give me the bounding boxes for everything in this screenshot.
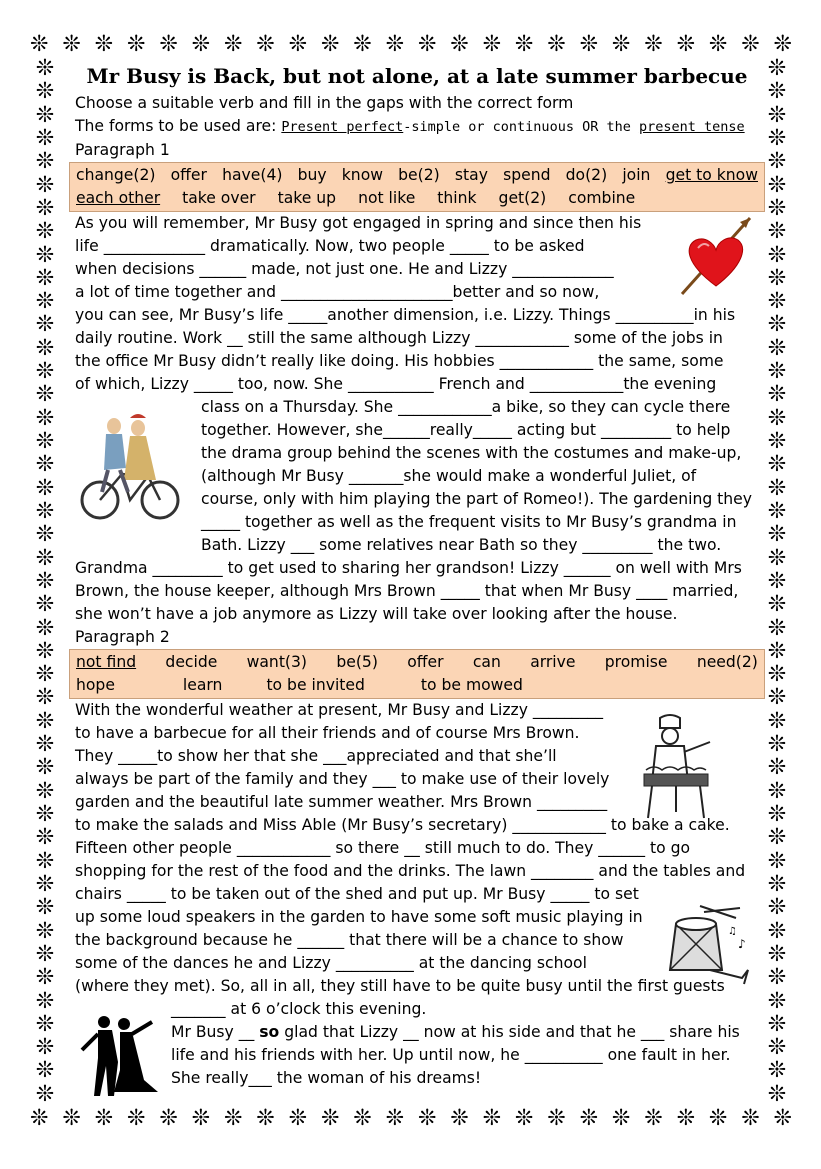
border-star-icon: ❊ bbox=[35, 1011, 55, 1037]
border-star-icon: ❊ bbox=[611, 1106, 631, 1131]
text-line: shopping for the rest of the food and the drinks. The lawn ________ and the tables and bbox=[75, 862, 746, 880]
border-star-icon: ❊ bbox=[191, 1106, 211, 1131]
border-star-icon: ❊ bbox=[767, 708, 787, 734]
word-item: to be mowed bbox=[420, 676, 523, 694]
border-star-icon: ❊ bbox=[767, 125, 787, 151]
border-star-icon: ❊ bbox=[767, 918, 787, 944]
border-star-icon: ❊ bbox=[741, 1106, 760, 1131]
border-star-icon: ❊ bbox=[767, 965, 787, 991]
word-item: each other bbox=[76, 189, 161, 207]
border-star-icon: ❊ bbox=[35, 825, 55, 851]
border-star-icon: ❊ bbox=[256, 32, 275, 57]
border-star-icon: ❊ bbox=[767, 498, 787, 524]
border-star-icon: ❊ bbox=[450, 1106, 469, 1131]
paragraph2-word-row-1 bbox=[76, 651, 758, 674]
border-star-icon: ❊ bbox=[35, 778, 55, 804]
paragraph2-heading: Paragraph 2 bbox=[75, 628, 170, 646]
border-right bbox=[762, 58, 792, 1106]
paragraph1-word-row-1 bbox=[76, 164, 758, 187]
border-star-icon: ❊ bbox=[35, 405, 55, 431]
border-star-icon: ❊ bbox=[385, 1106, 405, 1131]
text-line: Brown, the house keeper, although Mrs Brown _____ that when Mr Busy ____ married, bbox=[75, 582, 739, 600]
text-line: daily routine. Work __ still the same although Lizzy ____________ some of the jobs in bbox=[75, 329, 723, 347]
word-item: not find bbox=[76, 653, 137, 671]
border-star-icon: ❊ bbox=[35, 615, 55, 641]
border-star-icon: ❊ bbox=[320, 1106, 340, 1131]
paragraph1-text bbox=[75, 212, 759, 626]
text-line: life _____________ dramatically. Now, two people _____ to be asked bbox=[75, 237, 585, 255]
word-item: buy bbox=[297, 166, 327, 184]
word-item: offer bbox=[170, 166, 207, 184]
border-star-icon: ❊ bbox=[30, 1106, 49, 1131]
text-line: She really___ the woman of his dreams! bbox=[171, 1069, 482, 1087]
border-star-icon: ❊ bbox=[767, 802, 787, 827]
text-line: the drama group behind the scenes with the costumes and make-up, bbox=[201, 444, 742, 462]
text-line: together. However, she______really_____ acting but _________ to help bbox=[201, 421, 731, 439]
border-star-icon: ❊ bbox=[644, 32, 663, 57]
border-star-icon: ❊ bbox=[385, 32, 405, 57]
paragraph2-word-row-2 bbox=[76, 674, 758, 697]
border-star-icon: ❊ bbox=[35, 195, 55, 221]
text-line: _____ together as well as the frequent visits to Mr Busy’s grandma in bbox=[201, 513, 737, 531]
border-star-icon: ❊ bbox=[159, 1106, 178, 1131]
word-item: hope bbox=[76, 676, 115, 694]
text-line: _______ at 6 o’clock this evening. bbox=[171, 1000, 427, 1018]
svg-text:♫: ♫ bbox=[728, 926, 737, 937]
border-star-icon: ❊ bbox=[35, 685, 55, 711]
border-star-icon: ❊ bbox=[417, 1106, 437, 1131]
border-star-icon: ❊ bbox=[353, 1106, 372, 1131]
border-star-icon: ❊ bbox=[35, 265, 55, 291]
text-line: up some loud speakers in the garden to have some soft music playing in bbox=[75, 908, 643, 926]
border-star-icon: ❊ bbox=[676, 32, 695, 57]
border-star-icon: ❊ bbox=[35, 312, 55, 338]
border-star-icon: ❊ bbox=[767, 102, 787, 128]
paragraph2-text bbox=[75, 699, 759, 1090]
border-star-icon: ❊ bbox=[767, 452, 787, 478]
border-star-icon: ❊ bbox=[767, 732, 787, 758]
word-item: decide bbox=[165, 653, 218, 671]
word-item: get to know bbox=[665, 166, 758, 184]
border-star-icon: ❊ bbox=[35, 592, 55, 618]
border-star-icon: ❊ bbox=[767, 895, 787, 921]
border-star-icon: ❊ bbox=[767, 289, 787, 315]
text-line: the office Mr Busy didn’t really like doing. His hobbies ____________ the same, some bbox=[75, 352, 724, 370]
border-star-icon: ❊ bbox=[450, 32, 469, 57]
text-line: some of the dances he and Lizzy __________ at the dancing school bbox=[75, 954, 587, 972]
text-line: to have a barbecue for all their friends and of course Mrs Brown. bbox=[75, 724, 580, 742]
text-line: class on a Thursday. She ____________a bike, so they can cycle there bbox=[201, 398, 731, 416]
border-star-icon: ❊ bbox=[126, 1106, 146, 1131]
border-star-icon: ❊ bbox=[35, 895, 55, 921]
border-star-icon: ❊ bbox=[35, 382, 55, 408]
word-item: change(2) bbox=[76, 166, 156, 184]
border-star-icon: ❊ bbox=[288, 1106, 308, 1131]
border-star-icon: ❊ bbox=[767, 871, 787, 897]
border-star-icon: ❊ bbox=[159, 32, 178, 57]
border-star-icon: ❊ bbox=[767, 382, 787, 408]
border-star-icon: ❊ bbox=[767, 941, 787, 967]
border-star-icon: ❊ bbox=[767, 1035, 787, 1061]
border-star-icon: ❊ bbox=[35, 498, 55, 524]
border-star-icon: ❊ bbox=[708, 1106, 728, 1131]
border-star-icon: ❊ bbox=[35, 429, 55, 454]
word-item: promise bbox=[604, 653, 668, 671]
word-item: take up bbox=[277, 189, 337, 207]
border-star-icon: ❊ bbox=[767, 568, 787, 594]
word-item: get(2) bbox=[498, 189, 547, 207]
border-star-icon: ❊ bbox=[35, 242, 55, 268]
border-star-icon: ❊ bbox=[611, 32, 631, 57]
border-star-icon: ❊ bbox=[35, 732, 55, 758]
paragraph1-word-row-2 bbox=[76, 187, 758, 210]
final-line-part: glad that Lizzy __ now at his side and that he ___ share his bbox=[279, 1023, 740, 1041]
border-star-icon: ❊ bbox=[35, 172, 55, 198]
word-item: can bbox=[472, 653, 501, 671]
border-star-icon: ❊ bbox=[35, 802, 55, 827]
border-star-icon: ❊ bbox=[767, 755, 787, 781]
present-perfect-label: Present perfect bbox=[281, 119, 404, 135]
border-star-icon: ❊ bbox=[767, 56, 787, 81]
text-line: course, only with him playing the part of Romeo!). The gardening they bbox=[201, 490, 753, 508]
border-star-icon: ❊ bbox=[767, 429, 787, 454]
border-star-icon: ❊ bbox=[767, 475, 787, 501]
paragraph1-heading: Paragraph 1 bbox=[75, 141, 170, 159]
border-star-icon: ❊ bbox=[547, 32, 566, 57]
border-star-icon: ❊ bbox=[767, 662, 787, 688]
text-line: when decisions ______ made, not just one. He and Lizzy _____________ bbox=[75, 260, 614, 278]
text-line: Bath. Lizzy ___ some relatives near Bath so they _________ the two. bbox=[201, 536, 722, 554]
border-star-icon: ❊ bbox=[767, 615, 787, 641]
text-line: garden and the beautiful late summer weather. Mrs Brown _________ bbox=[75, 793, 608, 811]
border-star-icon: ❊ bbox=[126, 32, 146, 57]
border-star-icon: ❊ bbox=[767, 242, 787, 268]
border-star-icon: ❊ bbox=[767, 825, 787, 851]
word-item: learn bbox=[182, 676, 223, 694]
text-line: you can see, Mr Busy’s life _____another dimension, i.e. Lizzy. Things __________in his bbox=[75, 306, 736, 324]
border-star-icon: ❊ bbox=[767, 1011, 787, 1037]
text-line: (where they met). So, all in all, they still have to be quite busy until the first guests bbox=[75, 977, 725, 995]
border-star-icon: ❊ bbox=[35, 359, 55, 385]
border-star-icon: ❊ bbox=[35, 755, 55, 781]
border-star-icon: ❊ bbox=[35, 941, 55, 967]
border-star-icon: ❊ bbox=[353, 32, 372, 57]
paragraph2-word-box bbox=[69, 649, 765, 699]
border-star-icon: ❊ bbox=[30, 32, 49, 57]
word-item: have(4) bbox=[222, 166, 283, 184]
border-star-icon: ❊ bbox=[767, 219, 787, 245]
word-item: to be invited bbox=[266, 676, 365, 694]
word-item: combine bbox=[568, 189, 636, 207]
final-line-part: Mr Busy __ bbox=[171, 1023, 260, 1041]
border-star-icon: ❊ bbox=[191, 32, 211, 57]
border-star-icon: ❊ bbox=[767, 265, 787, 291]
instruction-line-2 bbox=[75, 115, 759, 139]
text-line: always be part of the family and they ___ to make use of their lovely bbox=[75, 770, 610, 788]
border-star-icon: ❊ bbox=[35, 149, 55, 175]
instruction-line-1: Choose a suitable verb and fill in the gaps with the correct form bbox=[75, 94, 574, 112]
text-line: the background because he ______ that there will be a chance to show bbox=[75, 931, 624, 949]
border-star-icon: ❊ bbox=[767, 778, 787, 804]
word-item: stay bbox=[454, 166, 488, 184]
border-top bbox=[30, 32, 792, 58]
border-star-icon: ❊ bbox=[767, 592, 787, 618]
border-star-icon: ❊ bbox=[223, 32, 243, 57]
border-star-icon: ❊ bbox=[35, 545, 55, 571]
text-line: to make the salads and Miss Able (Mr Busy’s secretary) ____________ to bake a cake. bbox=[75, 816, 730, 834]
text-line: As you will remember, Mr Busy got engaged in spring and since then his bbox=[75, 214, 642, 232]
word-item: be(2) bbox=[398, 166, 440, 184]
border-star-icon: ❊ bbox=[35, 102, 55, 128]
border-star-icon: ❊ bbox=[35, 1035, 55, 1061]
present-tense-label: present tense bbox=[638, 119, 745, 135]
border-star-icon: ❊ bbox=[35, 662, 55, 688]
svg-text:♪: ♪ bbox=[738, 937, 746, 951]
border-star-icon: ❊ bbox=[767, 545, 787, 571]
instruction-middle: -simple or continuous OR the bbox=[403, 119, 639, 135]
text-line: of which, Lizzy _____ too, now. She ___________ French and ____________the evening bbox=[75, 375, 717, 393]
border-star-icon: ❊ bbox=[62, 32, 81, 57]
border-star-icon: ❊ bbox=[35, 475, 55, 501]
text-line: a lot of time together and ______________________better and so now, bbox=[75, 283, 600, 301]
worksheet-content bbox=[75, 62, 759, 1090]
border-star-icon: ❊ bbox=[35, 918, 55, 944]
border-star-icon: ❊ bbox=[773, 32, 792, 57]
border-star-icon: ❊ bbox=[35, 452, 55, 478]
word-item: join bbox=[622, 166, 651, 184]
border-star-icon: ❊ bbox=[482, 1106, 502, 1131]
border-star-icon: ❊ bbox=[644, 1106, 663, 1131]
border-star-icon: ❊ bbox=[35, 289, 55, 315]
border-star-icon: ❊ bbox=[767, 335, 787, 361]
word-item: be(5) bbox=[336, 653, 378, 671]
border-star-icon: ❊ bbox=[767, 638, 787, 664]
final-line-so: so bbox=[259, 1023, 280, 1041]
word-item: take over bbox=[182, 189, 256, 207]
instruction-prefix: The forms to be used are: bbox=[75, 117, 282, 135]
word-item: think bbox=[437, 189, 477, 207]
text-line: chairs _____ to be taken out of the shed and put up. Mr Busy _____ to set bbox=[75, 885, 639, 903]
border-star-icon: ❊ bbox=[35, 219, 55, 245]
border-star-icon: ❊ bbox=[35, 638, 55, 664]
word-item: offer bbox=[407, 653, 444, 671]
text-line: With the wonderful weather at present, Mr Busy and Lizzy _________ bbox=[75, 701, 604, 719]
border-star-icon: ❊ bbox=[547, 1106, 566, 1131]
border-star-icon: ❊ bbox=[767, 195, 787, 221]
border-star-icon: ❊ bbox=[35, 335, 55, 361]
border-star-icon: ❊ bbox=[767, 359, 787, 385]
border-star-icon: ❊ bbox=[288, 32, 308, 57]
word-item: need(2) bbox=[696, 653, 758, 671]
border-star-icon: ❊ bbox=[35, 988, 55, 1014]
word-item: spend bbox=[503, 166, 551, 184]
border-star-icon: ❊ bbox=[767, 1081, 787, 1107]
border-star-icon: ❊ bbox=[35, 522, 55, 548]
text-line bbox=[75, 1021, 759, 1044]
border-star-icon: ❊ bbox=[35, 871, 55, 897]
text-line: Grandma _________ to get used to sharing her grandson! Lizzy ______ on well with Mrs bbox=[75, 559, 742, 577]
border-star-icon: ❊ bbox=[767, 79, 787, 105]
text-line: life and his friends with her. Up until now, he __________ one fault in her. bbox=[171, 1046, 731, 1064]
border-star-icon: ❊ bbox=[767, 312, 787, 338]
border-star-icon: ❊ bbox=[767, 522, 787, 548]
border-star-icon: ❊ bbox=[35, 965, 55, 991]
border-star-icon: ❊ bbox=[62, 1106, 81, 1131]
border-star-icon: ❊ bbox=[514, 1106, 534, 1131]
text-line: she won’t have a job anymore as Lizzy will take over looking after the house. bbox=[75, 605, 678, 623]
border-star-icon: ❊ bbox=[767, 848, 787, 874]
border-bottom bbox=[30, 1106, 792, 1132]
border-star-icon: ❊ bbox=[514, 32, 534, 57]
border-star-icon: ❊ bbox=[741, 32, 760, 57]
word-item: not like bbox=[358, 189, 416, 207]
border-star-icon: ❊ bbox=[35, 56, 55, 81]
border-star-icon: ❊ bbox=[767, 405, 787, 431]
text-line: They _____to show her that she ___appreciated and that she’ll bbox=[75, 747, 557, 765]
border-star-icon: ❊ bbox=[35, 1058, 55, 1084]
border-star-icon: ❊ bbox=[35, 79, 55, 105]
border-star-icon: ❊ bbox=[767, 149, 787, 175]
border-star-icon: ❊ bbox=[773, 1106, 792, 1131]
border-star-icon: ❊ bbox=[94, 32, 114, 57]
border-star-icon: ❊ bbox=[94, 1106, 114, 1131]
word-item: arrive bbox=[530, 653, 576, 671]
border-star-icon: ❊ bbox=[35, 125, 55, 151]
border-star-icon: ❊ bbox=[35, 708, 55, 734]
text-line: Fifteen other people ____________ so there __ still much to do. They ______ to go bbox=[75, 839, 691, 857]
border-star-icon: ❊ bbox=[579, 1106, 599, 1131]
text-line: (although Mr Busy _______she would make a wonderful Juliet, of bbox=[201, 467, 697, 485]
border-star-icon: ❊ bbox=[676, 1106, 695, 1131]
word-item: do(2) bbox=[565, 166, 608, 184]
border-star-icon: ❊ bbox=[708, 32, 728, 57]
border-star-icon: ❊ bbox=[579, 32, 599, 57]
paragraph1-word-box bbox=[69, 162, 765, 212]
border-star-icon: ❊ bbox=[223, 1106, 243, 1131]
border-star-icon: ❊ bbox=[256, 1106, 275, 1131]
border-star-icon: ❊ bbox=[35, 1081, 55, 1107]
border-star-icon: ❊ bbox=[35, 848, 55, 874]
border-star-icon: ❊ bbox=[767, 685, 787, 711]
page-title: Mr Busy is Back, but not alone, at a late summer barbecue bbox=[86, 64, 748, 88]
border-star-icon: ❊ bbox=[417, 32, 437, 57]
border-star-icon: ❊ bbox=[767, 1058, 787, 1084]
word-item: know bbox=[341, 166, 383, 184]
border-star-icon: ❊ bbox=[320, 32, 340, 57]
word-item: want(3) bbox=[246, 653, 308, 671]
border-left bbox=[30, 58, 60, 1106]
border-star-icon: ❊ bbox=[767, 988, 787, 1014]
border-star-icon: ❊ bbox=[35, 568, 55, 594]
border-star-icon: ❊ bbox=[767, 172, 787, 198]
border-star-icon: ❊ bbox=[482, 32, 502, 57]
